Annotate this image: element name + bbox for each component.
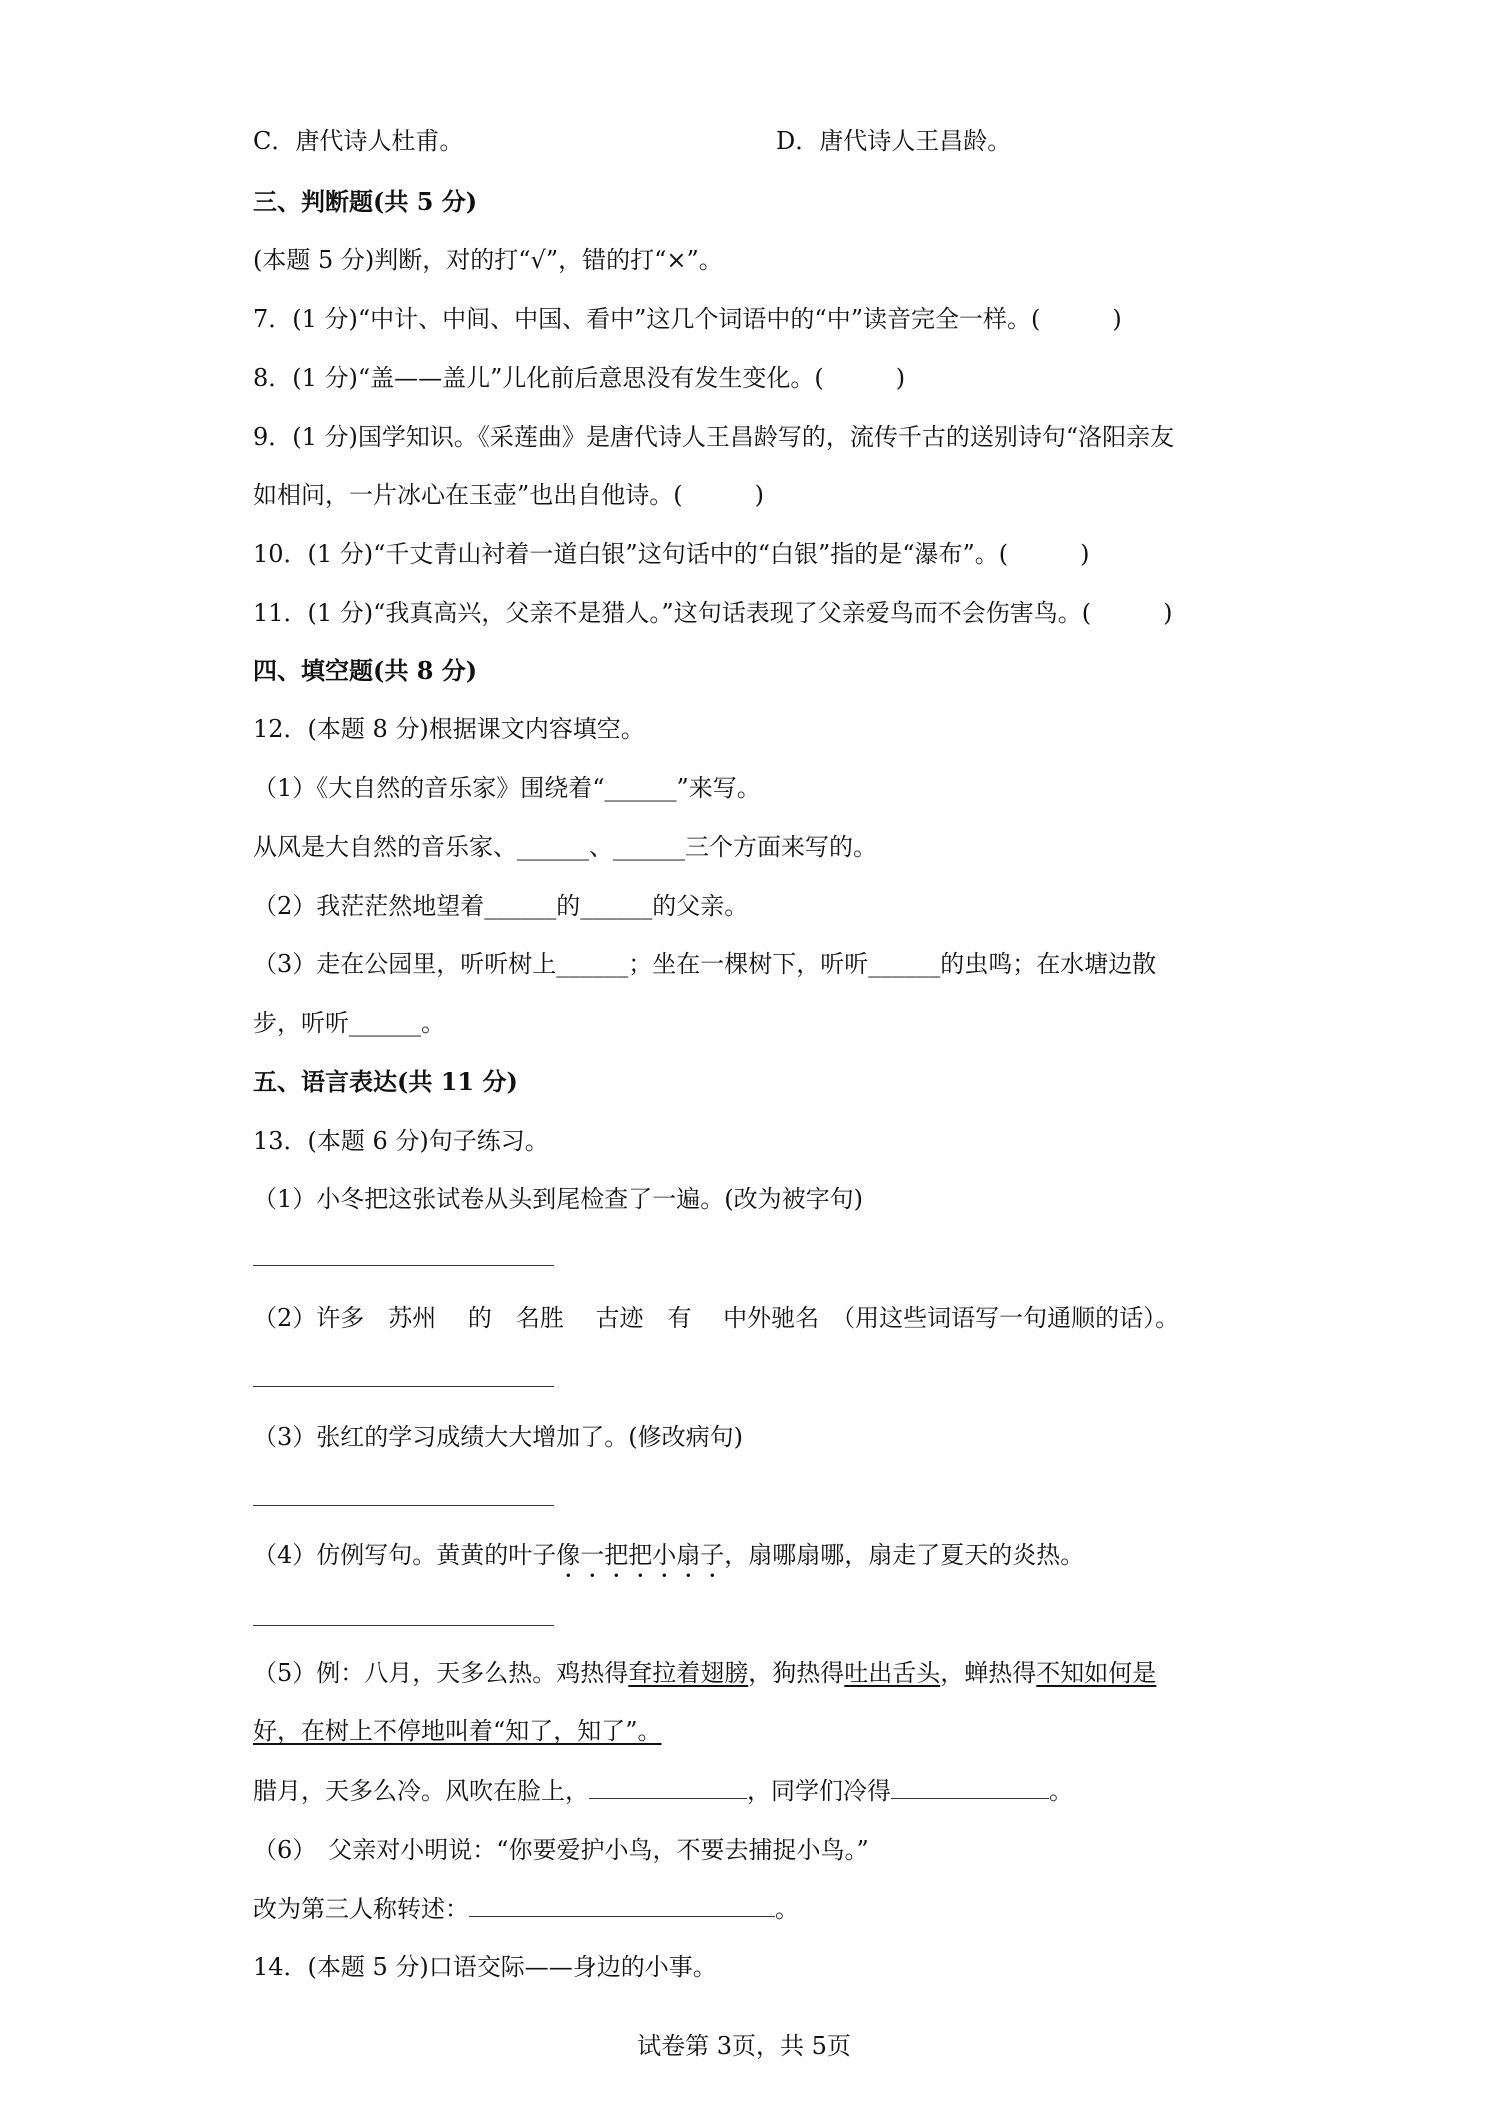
question-9: 9．(1 分)国学知识。《采莲曲》是唐代诗人王昌龄写的，流传千古的送别诗句“洛阳亲友 (253, 423, 1175, 451)
question-13-6-task-end: 。 (775, 1895, 799, 1923)
blank-3[interactable] (469, 1894, 775, 1917)
underlined-phrase-1: 耷拉着翅膀 (628, 1659, 749, 1687)
underlined-phrase-3: 不知如何是 (1036, 1659, 1157, 1687)
answer-line-2[interactable] (253, 1386, 554, 1387)
question-12: 12．(本题 8 分)根据课文内容填空。 (253, 715, 645, 743)
page-footer: 试卷第 3页，共 5页 (637, 2032, 851, 2060)
question-13-6-task (253, 1893, 799, 1925)
section-3-heading: 三、判断题(共 5 分) (253, 187, 478, 216)
section-5-heading: 五、语言表达(共 11 分) (253, 1067, 518, 1096)
question-12-1: （1）《大自然的音乐家》围绕着“______”来写。 (253, 774, 761, 802)
option-d: D．唐代诗人王昌龄。 (776, 127, 1012, 155)
underlined-phrase-4: 好，在树上不停地叫着“知了，知了”。 (253, 1717, 662, 1745)
question-13-6: （6） 父亲对小明说：“你要爱护小鸟，不要去捕捉小鸟。” (253, 1836, 869, 1864)
question-13-1: （1）小冬把这张试卷从头到尾检查了一遍。(改为被字句) (253, 1185, 863, 1213)
question-13-5-prefix: （5）例：八月，天多么热。鸡热得 (253, 1659, 629, 1687)
question-8: 8．(1 分)“盖——盖儿”儿化前后意思没有发生变化。( ) (253, 364, 906, 392)
question-13-5-task-end: 。 (1049, 1777, 1073, 1805)
question-intro: (本题 5 分)判断，对的打“√”，错的打“×”。 (253, 246, 723, 274)
question-13-5-task-mid: ，同学们冷得 (747, 1777, 891, 1805)
question-13-4-prefix: （4）仿例写句。黄黄的叶子 (253, 1541, 557, 1569)
section-4-heading: 四、填空题(共 8 分) (253, 656, 478, 685)
answer-line-1[interactable] (253, 1265, 554, 1266)
question-12-1-cont: 从风是大自然的音乐家、______、______三个方面来写的。 (253, 833, 877, 861)
question-13-5-cont (253, 1715, 662, 1747)
blank-1[interactable] (589, 1776, 747, 1799)
blank-2[interactable] (891, 1776, 1049, 1799)
question-13-2: （2）许多 苏州 的 名胜 古迹 有 中外驰名 （用这些词语写一句通顺的话）。 (253, 1304, 1180, 1332)
question-13-5-task-prefix: 腊月，天多么冷。风吹在脸上， (253, 1777, 589, 1805)
option-c: C．唐代诗人杜甫。 (253, 127, 464, 155)
question-12-3: （3）走在公园里，听听树上______；坐在一棵树下，听听______的虫鸣；在水塘边散 (253, 950, 1157, 978)
question-9-cont: 如相问，一片冰心在玉壶”也出自他诗。( ) (253, 481, 764, 509)
question-13-5-mid-1: ，狗热得 (748, 1659, 845, 1687)
answer-line-4[interactable] (253, 1625, 554, 1626)
question-11: 11．(1 分)“我真高兴，父亲不是猎人。”这句话表现了父亲爱鸟而不会伤害鸟。( ) (253, 599, 1173, 627)
answer-line-3[interactable] (253, 1505, 554, 1506)
question-12-2: （2）我茫茫然地望着______的______的父亲。 (253, 892, 749, 920)
question-13-5 (253, 1657, 1156, 1689)
question-13-4-suffix: ，扇哪扇哪，扇走了夏天的炎热。 (724, 1541, 1085, 1569)
question-13: 13．(本题 6 分)句子练习。 (253, 1127, 549, 1155)
dotted-phrase: 像一把把小扇子 (556, 1541, 725, 1569)
question-14: 14．(本题 5 分)口语交际——身边的小事。 (253, 1953, 717, 1981)
question-10: 10．(1 分)“千丈青山衬着一道白银”这句话中的“白银”指的是“瀑布”。( ) (253, 540, 1090, 568)
question-13-6-task-prefix: 改为第三人称转述： (253, 1895, 469, 1923)
question-13-4 (253, 1539, 1084, 1583)
underlined-phrase-2: 吐出舌头 (844, 1659, 941, 1687)
question-13-3: （3）张红的学习成绩大大增加了。(修改病句) (253, 1423, 743, 1451)
question-12-3-cont: 步，听听______。 (253, 1009, 445, 1037)
question-13-5-task (253, 1775, 1073, 1807)
question-7: 7．(1 分)“中计、中间、中国、看中”这几个词语中的“中”读音完全一样。( ) (253, 305, 1122, 333)
question-13-5-mid-2: ，蝉热得 (940, 1659, 1037, 1687)
